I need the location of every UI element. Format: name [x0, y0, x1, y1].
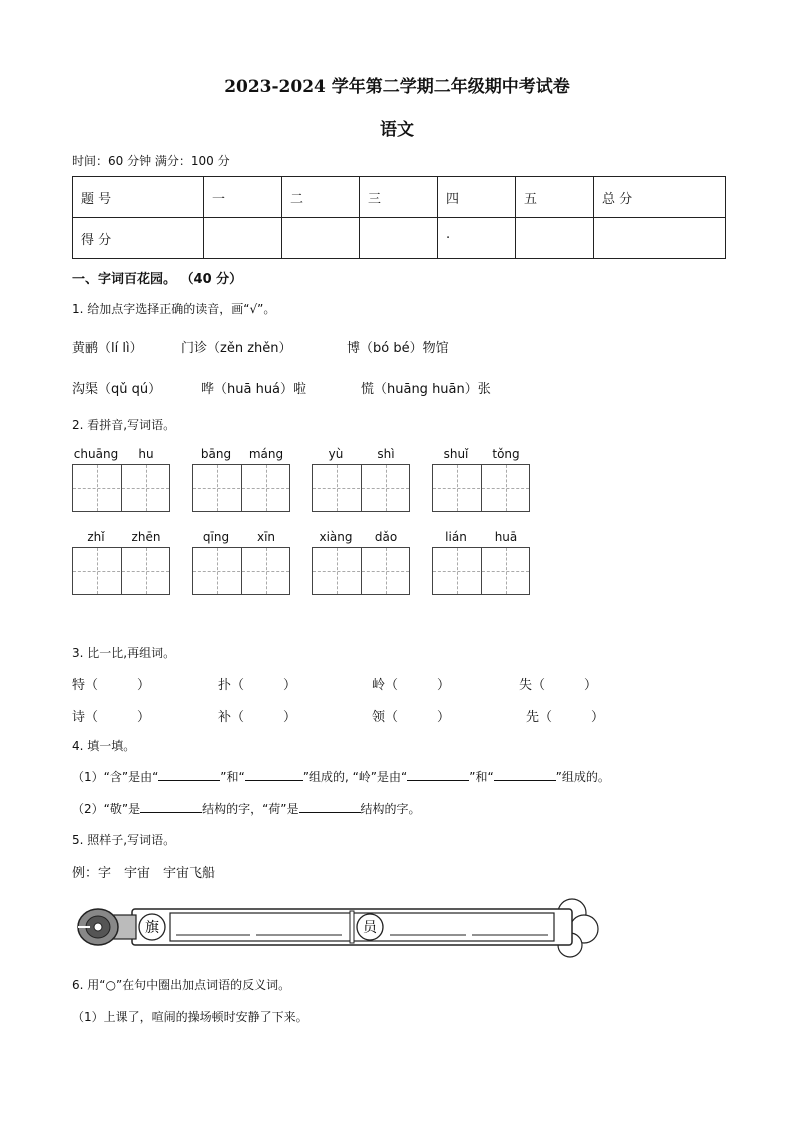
section1-title: 一、字词百花园。 （40 分） — [72, 272, 243, 287]
pinyin-label: máng — [248, 447, 284, 461]
q4-text: ”和“ — [220, 770, 245, 784]
writing-grid[interactable] — [192, 547, 290, 595]
pinyin-label: zhǐ — [87, 530, 105, 544]
writing-grid[interactable] — [72, 464, 170, 512]
score-header-cell: 二 — [282, 177, 360, 218]
q3-item[interactable]: 领（ ） — [372, 710, 451, 725]
answer-blank[interactable] — [299, 800, 361, 813]
pinyin-label: shuǐ — [443, 447, 469, 461]
q5-prompt: 5. 照样子,写词语。 — [72, 833, 176, 847]
pinyin-label: qīng — [202, 530, 230, 544]
writing-grid[interactable] — [192, 464, 290, 512]
score-row-label: 得 分 — [73, 218, 204, 259]
score-header-cell: 题 号 — [73, 177, 204, 218]
q3-item[interactable]: 特（ ） — [72, 678, 151, 693]
q6-item: （1）上课了，喧闹的操场顿时安静了下来。 — [72, 1010, 308, 1024]
q4-text: ”组成的, “岭”是由“ — [302, 770, 408, 784]
pinyin-label: xiàng — [319, 530, 353, 544]
q4-text: 结构的字，“荷”是 — [202, 802, 299, 816]
answer-blank[interactable] — [140, 800, 202, 813]
score-header-cell: 一 — [204, 177, 282, 218]
score-table — [72, 176, 726, 259]
q3-prompt: 3. 比一比,再组词。 — [72, 646, 176, 660]
writing-grid[interactable] — [312, 547, 410, 595]
pinyin-label: shì — [377, 447, 395, 461]
q3-item[interactable]: 先（ ） — [526, 710, 605, 725]
score-header-cell: 五 — [516, 177, 594, 218]
q5-char: 旗 — [145, 920, 159, 936]
score-cell[interactable] — [594, 218, 726, 259]
q4-line2 — [72, 800, 421, 817]
score-cell[interactable] — [204, 218, 282, 259]
q1-item: 门诊（zěn zhěn） — [181, 341, 292, 356]
score-dot: · — [446, 230, 451, 246]
score-header-cell: 四 — [438, 177, 516, 218]
writing-grid[interactable] — [312, 464, 410, 512]
pinyin-label: dǎo — [374, 530, 398, 544]
q3-item[interactable]: 失（ ） — [519, 678, 598, 693]
exam-title: 2023-2024 学年第二学期二年级期中考试卷 — [224, 77, 570, 97]
q6-prompt: 6. 用“○”在句中圈出加点词语的反义词。 — [72, 978, 291, 992]
score-cell[interactable] — [438, 218, 516, 259]
writing-grid[interactable] — [72, 547, 170, 595]
q1-item: 黄鹂（lí lì） — [72, 341, 143, 356]
q1-item: 沟渠（qǔ qú） — [72, 382, 162, 397]
q1-prompt: 1. 给加点字选择正确的读音，画“√”。 — [72, 302, 276, 316]
pinyin-label: bāng — [200, 447, 232, 461]
pinyin-label: huā — [494, 530, 518, 544]
q4-prompt: 4. 填一填。 — [72, 739, 136, 753]
pinyin-label: lián — [445, 530, 467, 544]
score-cell[interactable] — [282, 218, 360, 259]
q4-line1 — [72, 768, 610, 785]
q3-item[interactable]: 诗（ ） — [72, 710, 151, 725]
writing-grid[interactable] — [432, 464, 530, 512]
q5-char: 员 — [363, 920, 377, 936]
score-header-cell: 三 — [360, 177, 438, 218]
pinyin-label: yù — [328, 447, 344, 461]
pinyin-label: xīn — [256, 530, 276, 544]
subject-title: 语文 — [380, 120, 414, 140]
score-header-cell: 总 分 — [594, 177, 726, 218]
q3-item[interactable]: 岭（ ） — [372, 678, 451, 693]
pinyin-label: hu — [138, 447, 154, 461]
answer-blank[interactable] — [407, 768, 469, 781]
pinyin-label: zhēn — [131, 530, 161, 544]
answer-blank[interactable] — [494, 768, 556, 781]
q4-text: （2）“敬”是 — [72, 802, 141, 816]
score-table-header-row — [73, 177, 726, 218]
q4-text: ”和“ — [469, 770, 494, 784]
q1-item: 慌（huāng huān）张 — [361, 382, 491, 397]
pinyin-label: chuāng — [73, 447, 119, 461]
answer-blank[interactable] — [158, 768, 220, 781]
answer-blank[interactable] — [245, 768, 303, 781]
q4-text: 结构的字。 — [360, 802, 421, 816]
q3-item[interactable]: 补（ ） — [218, 710, 297, 725]
q5-example: 例：字 宇宙 宇宙飞船 — [72, 866, 216, 881]
q2-prompt: 2. 看拼音,写词语。 — [72, 418, 176, 432]
score-cell[interactable] — [360, 218, 438, 259]
score-table-score-row — [73, 218, 726, 259]
time-info: 时间：60 分钟 满分：100 分 — [72, 154, 230, 168]
score-cell[interactable] — [516, 218, 594, 259]
rocket-bar-illustration — [74, 893, 604, 963]
writing-grid[interactable] — [432, 547, 530, 595]
q1-item: 博（bó bé）物馆 — [347, 341, 449, 356]
q4-text: ”组成的。 — [555, 770, 610, 784]
pinyin-label: tǒng — [492, 447, 520, 461]
q1-item: 哗（huā huá）啦 — [201, 382, 307, 397]
q3-item[interactable]: 扑（ ） — [218, 678, 297, 693]
q4-text: （1）“含”是由“ — [72, 770, 159, 784]
